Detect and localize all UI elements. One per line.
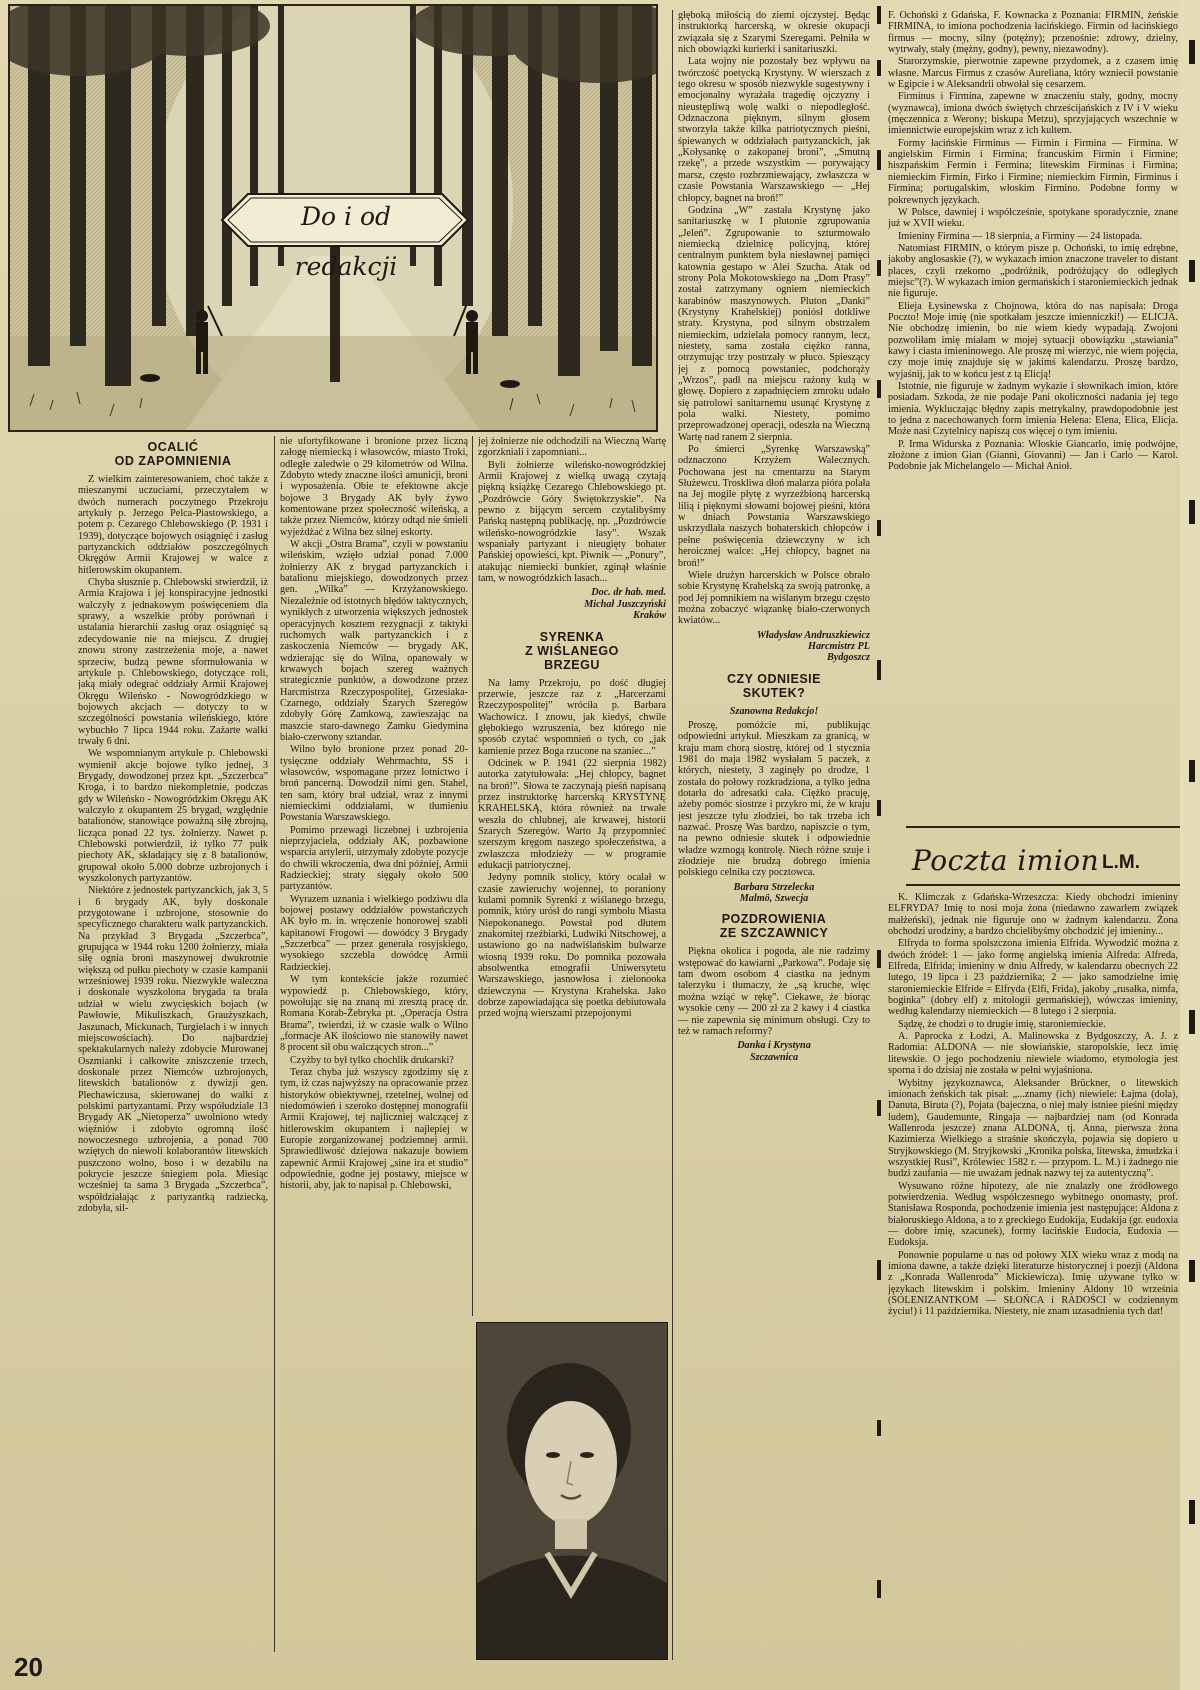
signature: Doc. dr hab. med. Michał Juszczyński Kraków xyxy=(584,587,666,622)
article-heading-czy-odniesie-skutek: CZY ODNIESIE SKUTEK? xyxy=(727,671,821,700)
column-3 xyxy=(478,436,666,1316)
paragraph: Niektóre z jednostek partyzanckich, jak 3, 5 i 6 brygady AK, były doskonale przygotowane i uzbrojone, stosownie do specyficznego charakteru walk partyzanckich. Na przykład 3 Brygada „Szczerbca”, grupująca w 1944 roku 1200 żołnierzy, miała siłę ognia broni maszynowej dwukrotnie większą od pułku piechoty w czasie kampanii wrześniowej 1939 roku. Niezwykle waleczna i doskonale wyszkolona brygada ta brała udział w wielu zwycięskich bojach (w Pawłowie, Mikuliszkach, Graużyszkach, Jaszunach, Mickunach, Turgielach i w innych miejscowościach). Do najbardziej spektakularnych należy zdobycie Murowanej Oszmianki i całkowite zniszczenie trzech, doskonale przez Niemców uzbrojonych, litewskich batalionów z dywizji gen. Plechawiczusa, skierowanej do walki z polskimi partyzantami. Przy współudziale 13 Brygady AK „Nietoperza” uwolniono wtedy więźniów i zdobyto ogromną ilość nowoczesnego uzbrojenia, a ponad 700 wziętych do niewoli kolaborantów litewskich puszczono wolno, boso i w dezabilu na pokrycie jeszcze śniegiem pola. Miesiąc wcześniej ta sama 3 Brygada „Szczerbca”, współdziałając z partyzantką radziecką, zdobyła, sil- xyxy=(78,885,268,1214)
section-divider xyxy=(906,884,1182,886)
paragraph: Wiele drużyn harcerskich w Polsce obrało sobie Krystynę Krahelską za swoją patronkę, a pod Jej pomnikiem na wiślanym brzegu często można zobaczyć wiązankę biało-czerwonych kwiatów... xyxy=(678,569,870,627)
article-heading-pozdrowienia: POZDROWIENIA ZE SZCZAWNICY xyxy=(719,912,829,941)
article-heading-ocalic: OCALIĆ OD ZAPOMNIENIA xyxy=(114,440,232,468)
paragraph: Wilno było bronione przez ponad 20-tysięczne oddziały Wehrmachtu, SS i własowców, wspomagane przez lotnictwo i broń pancerną. Dowodził nimi gen. Stahel, ten sam, który brał udział, wraz z innymi niemieckimi oddziałami, w tłumieniu Powstania Warszawskiego. xyxy=(280,744,468,824)
paragraph: Elieja Łysinewska z Chojnowa, która do nas napisała: Droga Poczto! Moje imię (nie spotkałam jeszcze imienniczki!) — ELICJA. Nie obchodzę imienin, bo nie wiem kiedy wypadają. Zwojoni pozwoliłam imię miałam w mojej sytuacji obowiązku „stawiania” kawy i ciasta imieninowego. Ale proszę mi wierzyć, nie wiem pojęcia, czy moje imię znajduje się w jakimś kalendarzu. Proszę bardzo, wyjaśnij, jak to w końcu jest z tą Elicją! xyxy=(888,300,1178,380)
column-1 xyxy=(78,432,268,1654)
paragraph: Wysuwano różne hipotezy, ale nie znalazły one źródłowego potwierdzenia. Według współczesnego wybitnego onomasty, prof. Stanisława Rosponda, pochodzenie imienia jest następujące: Aldona z białoruskiego Aldona, a to z greckiego Eudokija, Eudakija (gr. eudoxia — dobre imię, szacunek), formy łacińskie Eudocia, Eudoxia — Eudoksja. xyxy=(888,1180,1178,1249)
paragraph: Proszę, pomóżcie mi, publikując odpowiedni artykuł. Mieszkam za granicą, w kraju mam chorą siostrę, której od 1 stycznia 1981 do maja 1982 wysłałam 5 paczek, z których, niestety, 3 zaginęły po drodze, 1 została do połowy rozkradziona, a tylko jedna dotarła do adresatki cała. Ciężko pracuję, ażeby pomóc siostrze i przykro mi, że w kraju jest jeszcze tylu złodziei, bo tak trzeba ich nazwać. Proszę Was bardzo, napiszcie o tym, na pewno odniesie skutek i odpowiednie władze wzmogą kontrolę. Niech różne szuje i złodzieje nie brudzą dobrego imienia polskiego celnika czy pocztowca. xyxy=(678,719,870,879)
column-5-top xyxy=(888,10,1178,788)
paragraph: Ponownie popularne u nas od połowy XIX wieku wraz z modą na imiona dawne, a także dzięki literaturze historycznej i poezji (Aldona z „Konrada Wallenroda” Mickiewicza). Imię używane tylko w językach litewskim i polskim. Imieniny Aldony 10 września (SOLENIZANTKOM — SŁOŃCA i RADOŚCI w codziennym życiu!) i 11 października. Niestety, nie znam uzasadnienia tych dat! xyxy=(888,1249,1178,1318)
paragraph: Formy łacińskie Firminus — Firmin i Firmina — Firmina. W angielskim Firmin i Firmina; francuskim Firmin i Firmine; hiszpańskim Fermin i Fermina; litewskim Firminas i Firmina; niemieckim Firmin, Firko i Firmine; niemieckim Firmin, Firminus i Firmina; portugalskim, włoskim Firmino. Podobne formy w pokrewnych językach. xyxy=(888,137,1178,206)
paragraph: F. Ochoński z Gdańska, F. Kownacka z Poznania: FIRMIN, żeńskie FIRMINA, to imiona pochodzenia łacińskiego. Firmin od łacińskiego firmus — mocny, silny (potężny); przenośnie: zdrowy, dzielny, wytrwały, stały (mężny, godny), pewny, niezawodny). xyxy=(888,10,1178,56)
paragraph: Godzina „W” zastała Krystynę jako sanitariuszkę w I plutonie zgrupowania „Jeleń”. Zgrupowanie to szturmowało niemiecką dzielnicę policyjną, której centralnym punktem była niesławnej pamięci katownia gestapo w Alei Szucha. Atak od strony Pola Mokotowskiego na „Dom Prasy” został zatrzymany ogniem niemieckich karabinów maszynowych. Pluton „Danki” (Krystyny Krahelskiej) poniósł dotkliwe straty. Krystyna, pod silnym obstrzałem niemieckim, udzielała pomocy rannym, lecz, niestety, sama została ciężko ranna, otrzymując trzy postrzały w płuco. Spieszący jej z pomocą powstaniec, podchorąży „Wrzos”, padł na miejscu rażony kulą w głowę. Dopiero z zapadnięciem zmroku udało się patrolowi sanitarnemu usunąć Krystynę z pola walki. Niestety, pomimo przeprowadzonej operacji, odeszła na Wieczną Wartę nad ranem 2 sierpnia. xyxy=(678,204,870,443)
paragraph: Po śmierci „Syrenkę Warszawską” odznaczono Krzyżem Walecznych. Pochowana jest na cmentarzu na Starym Służewcu. Troskliwa dłoń malarza pióra polała na Jej mogile płytę z wyrzeźbioną harcerską lilią i pięknymi słowami bojowej pieśni, która w dniach Powstania Warszawskiego uskrzydlała naszych bohaterskich chłopców i pełne poświęcenia dziewczyny w ich heroicznej walce: „Hej chłopcy, bagnet na broń!” xyxy=(678,444,870,569)
paragraph: Odcinek w P. 1941 (22 sierpnia 1982) autorka zatytułowała: „Hej chłopcy, bagnet na broń!”. Słowa te zaczynają pieśń napisaną przez instruktorkę harcerską KRYSTYNĘ KRAHELSKĄ, która również na trwałe weszła do chlubnej, ale krwawej, historii Szarych Szeregów. Warto Ją przypomnieć szerszym kręgom naszego społeczeństwa, a zwłaszcza młodzieży — w programie edukacji patriotycznej. xyxy=(478,757,666,871)
paragraph: Wybitny językoznawca, Aleksander Brückner, o litewskich imionach żeńskich tak pisał: „...znamy (ich) niewiele: Łajma (dola), Danuta, Biruta (?), Pojata (bajeczna, o niej mały istniee pieśni między ludem), Gaudemunte, Ringaja — najbardziej nam (od Konrada Wallenroda jeszcze) znana ALDONA, tj. Anna, pierwsza żona Kazimierza Wielkiego a straśnie skończyła, pojawia się dopiero u Stryjkowskiego (M. Stryjkowski „Kronika polska, litewska, żmudzka i wszystkiej Rusi”, Królewiec 1582 r. — przypom. L. M.) i żadnego nie budzi zaufania — nie uważam jednak nazwy tej za autentyczną”. xyxy=(888,1077,1178,1180)
paragraph: Imieniny Firmina — 18 sierpnia, a Firminy — 24 listopada. xyxy=(898,230,1143,242)
signature: Barbara Strzelecka Malmö, Szwecja xyxy=(733,881,815,905)
paragraph: Istotnie, nie figuruje w żadnym wykazie i słownikach imion, które posiadam. Szkoda, że nie podaje Pani okoliczności nadania jej tego imienia. Wykluczając błędny zapis metrykalny, prawdopodobnie jest to jedna z nacechowanych form imienia Helena: Elena, Elica, Elicja. Może nasi Czytelnicy napiszą cos więcej o tym imieniu. xyxy=(888,381,1178,438)
page-number: 20 xyxy=(14,1652,43,1682)
paragraph: Pomimo przewagi liczebnej i uzbrojenia nieprzyjaciela, oddziały AK, pozbawione wsparcia artylerii, utrzymały zdobyte pozycje do chwili wkroczenia, dwa dni później, Armii Radzieckiej; straty sięgały około 500 partyzantów. xyxy=(280,824,468,893)
paragraph: nie ufortyfikowane i bronione przez liczną załogę niemiecką i własowców, miasto Troki, odległe zaledwie o 29 kilometrów od Wilna. Zdobyto wtedy znaczne ilości amunicji, broni i wyposażenia. Obie te efektowne akcje bojowe 3 Brygady AK były żywo komentowane przez społeczność wileńską, a także przez Niemców, którzy odtąd nie śmieli wyjeżdżać z Wilna bez silnej eskorty. xyxy=(280,436,468,538)
article-heading-syrenka: SYRENKA Z WIŚLANEGO BRZEGU xyxy=(525,629,619,672)
section-title: Poczta imion xyxy=(912,844,1100,877)
signpost-title: Do i od redakcji xyxy=(294,202,398,281)
paragraph: Elfryda to forma spolszczona imienia Elfrida. Wywodzić można z dwóch źródeł: 1 — jako formę angielską imienia Alfreda: Alfreda, Elfreda, Elfrida; imieniny w dniu Alfredy, w kalendarzu obecnych 22 lutego, 19 lipca i 23 października; 2 — jako samodzielne imię staroniemieckie Elfride = Elfryda (Elfi, Frida), jakoby „rusałka, nimfa, boginka” (dobry elf) z mitologii germańskiej), wówczas imieniny, według kalendarzy niemieckich — 8 lutego i 2 sierpnia. xyxy=(888,938,1178,1018)
column-divider xyxy=(274,436,275,1652)
signature: Władysław Andruszkiewicz Harcmistrz PL Bydgoszcz xyxy=(756,629,870,664)
salutation: Szanowna Redakcjo! xyxy=(729,705,819,717)
decorative-side-ticks xyxy=(877,0,881,1690)
paragraph: Sądzę, że chodzi o to drugie imię, staroniemieckie. xyxy=(898,1018,1106,1030)
section-divider xyxy=(906,826,1182,828)
edge-tick xyxy=(1189,1010,1195,1034)
edge-tick xyxy=(1189,760,1195,782)
paragraph: Starorzymskie, pierwotnie zapewne przydomek, a z czasem imię własne. Marcus Firmus z czasów Aureliana, który wzniecił powstanie w Egipcie i w Aleksandrii obwołał się cesarzem. xyxy=(888,56,1178,91)
column-divider xyxy=(672,10,673,1660)
header-illustration xyxy=(8,4,658,432)
edge-tick xyxy=(1189,260,1195,282)
portrait-photo xyxy=(476,1322,668,1660)
paragraph: głęboką miłością do ziemi ojczystej. Będąc instruktorką harcerską, w okresie okupacji związała się z Szarymi Szeregami. Pełniła w nich obowiązki kurierki i sanitariuszki. xyxy=(678,10,870,56)
paragraph: Firminus i Firmina, zapewne w znaczeniu stały, godny, mocny (wyznawca), imiona dwóch świętych chrześcijańskich z IV i V wieku (męczennica z Werony; biskupa Metzu), sprzyjających wszechnie w imiennictwie europejskim wraz z ich kultem. xyxy=(888,91,1178,137)
portrait-image xyxy=(477,1323,667,1659)
edge-tick xyxy=(1189,500,1195,524)
edge-tick xyxy=(1189,1500,1195,1524)
paragraph: jej żołnierze nie odchodzili na Wieczną Wartę zgorzkniali i zapomniani... xyxy=(478,436,666,459)
paragraph: Teraz chyba już wszyscy zgodzimy się z tym, iż czas najwyższy na opracowanie przez historyków obiektywnej, rzetelnej, wolnej od niedomówień i szeroko dostępnej monografii Armii Krajowej, tej najliczniej walczącej z hitlerowskim okupantem i najlepiej w Europie zorganizowanej podziemnej armii. Sprawiedliwość dziejowa nakazuje bowiem zapewnić Armii Krajowej „sine ira et studio” odpowiednie, godne jej postawy, miejsce w historii, aby, jak to napisał p. Chlebowski, xyxy=(280,1066,468,1192)
paragraph: We wspomnianym artykule p. Chlebowski wymienił akcje bojowe tylko jednej, 3 Brygady, dowodzonej przez kpt. „Szczerbca” Kroga, i to bardzo niekompletnie, podczas gdy w Wileńsko - Nowogródzkim Okręgu AK walczyło z okupantem 25 brygad, względnie batalionów, stanowiące poważną siłę zbrojną, licząca ponad 22 tys. żołnierzy. Nawet p. Chlebowski potwierdził, iż tylko 77 pułk piechoty AK, składający się z 8 batalionów, grupował około 5.000 dobrze uzbrojonych i wyszkolonych partyzantów. xyxy=(78,748,268,885)
column-2 xyxy=(280,436,468,1654)
column-5-bottom xyxy=(888,892,1178,1658)
poczta-imion-header xyxy=(906,844,1186,882)
paragraph: Wyrazem uznania i wielkiego podziwu dla bojowej postawy oddziałów powstańczych AK było m. in. wręczenie honorowej szabli kapitanowi Frogowi — dowódcy 3 Brygady „Szczerbca” — przez generała rosyjskiego, wysokiego szczebla dowódcę Armii Radzieckiej. xyxy=(280,893,468,973)
page-edge xyxy=(1180,0,1200,1690)
paragraph: Natomiast FIRMIN, o którym pisze p. Ochoński, to imię edrębne, jakoby anglosaskie (?), w wykazach imion znaczone traveler to distant places, czyli rzekomo „podróżnik, podróżujący do odległych miejsc”(?). W wykazach imion germańskich i staroniemieckich jednak nie figuruje. xyxy=(888,242,1178,300)
paragraph: A. Paprocka z Łodzi, A. Malinowska z Bydgoszczy, A. J. z Radomia: ALDONA — nie słowiańskie, staropolskie, lecz imię litewskie. O jego pochodzeniu niewiele wiadomo, etymologia jest sporna i do dzisiaj nie została w pełni wyjaśniona. xyxy=(888,1031,1178,1077)
edge-tick xyxy=(1189,1260,1195,1282)
paragraph: Na łamy Przekroju, po dość długiej przerwie, jeszcze raz z „Harcerzami Rzeczypospolitej” wróciła p. Barbara Wachowicz. I znowu, jak kiedyś, chwile głębokiego wzruszenia, bez którego nie sposób czytać wspomnień o tych, co „jak kamienie przez Boga rzucone na szaniec...” xyxy=(478,677,666,757)
paragraph: Z wielkim zainteresowaniem, choć także z mieszanymi uczuciami, przeczytałem w dwóch numerach poczytnego Przekroju artykuły p. Jerzego Pelca-Piastowskiego, a potem p. Cezarego Chlebowskiego (P. 1931 i 1939), dotyczące bojowych osiągnięć i zasług partyzanckich oddziałów poszczególnych Okręgów Armii Krajowej w walce z hitlerowskim okupantem. xyxy=(78,474,268,576)
paragraph: Chyba słusznie p. Chlebowski stwierdził, iż Armia Krajowa i jej konspiracyjne jednostki walczyły z jednakowym poświęceniem dla sprawy, a wszelkie próby porównań i ustalania hierarchii zasług oraz osiągnięć są zdecydowanie nie na miejscu. Z drugiej znowu strony zastrzeżenia moje, a nawet sprzeciw, budzą pewne sformułowania w artykule p. Chlebowskiego, dotyczące roli, jaką miały odegrać oddziały Armii Krajowej Okręgu Wileńsko - Nowogródzkiego w bojowych akcjach — dotyczy to w szczególności powstania wileńskiego, które wybuchło 7 lipca 1944 roku. Zażarte walki trwały 6 dni. xyxy=(78,577,268,747)
signature: Danka i Krystyna Szczawnica xyxy=(737,1040,811,1063)
edge-tick xyxy=(1189,40,1195,64)
paragraph: Piękna okolica i pogoda, ale nie radzimy wstępować do kawiarni „Parkowa”. Podaje się tam dwom osobom 4 ciastka na jednym talerzyku i tłumaczy, że „są kruche, więc można wziąć w rękę”. Ciekawe, że biorąc wysokie ceny — 200 zł za 2 kawy i 4 ciastka — nie zapewnia się minimum obsługi. Czy to też w ramach reformy? xyxy=(678,946,870,1037)
paragraph: W Polsce, dawniej i współcześnie, spotykane sporadycznie, znane już w XVII wieku. xyxy=(888,206,1178,230)
column-4 xyxy=(678,10,870,1658)
paragraph: Czyżby to był tylko chochlik drukarski? xyxy=(290,1054,454,1066)
section-author: L.M. xyxy=(1102,852,1140,873)
paragraph: Byli żołnierze wileńsko-nowogródzkiej Armii Krajowej z wielką uwagą czytają piękną książkę Cezarego Chlebowskiego pt. „Pozdrówcie Góry Świętokrzyskie”. Na pewno z bijącym sercem czytalibyśmy Pańską następną publikację, np. „Pozdrówcie wileńsko-nowogródzkie lasy”. Wszak wspaniały partyzant i nieugięty bohater Pańskiej opowieści, kpt. Piwnik — „Ponury”, atakując niemiecki bunkier, zginął właśnie tam, w nowogródzkich lasach... xyxy=(478,459,666,585)
paragraph: W akcji „Ostra Brama”, czyli w powstaniu wileńskim, wzięło udział ponad 7.000 żołnierzy AK z brygad partyzanckich i batalionu miejskiego, dowodzonych przez gen. „Wilka” — Krzyżanowskiego. Niezależnie od istotnych błędów taktycznych, wynikłych z utworzenia większych jednostek operacyjnych kosztem rezygnacji z taktyki ruchomych walk partyzanckich i z zaskoczenia Niemców — brygady AK, wdzierając się do Wilna, opanowały w krwawych bojach szereg ważnych strategicznie punktów, a dowodzone przez Harcmistrza Rzeczypospolitej, Grzesiaka-Czarnego, oddziały Szarych Szeregów zdobyły Górę Zamkową, zawieszając na maszcie staro-dawnego Zamku Giedymina biało-czerwony sztandar. xyxy=(280,539,468,743)
paragraph: W tym kontekście jakże rozumieć wypowiedź p. Chlebowskiego, który, powołując się na znaną mi zresztą pracę dr. Romana Korab-Żebryka pt. „Operacja Ostra Brama”, twierdzi, iż w czasie walk o Wilno „formacje AK ilościowo nie stanowiły nawet 8 procent sił obu walczących stron...” xyxy=(280,974,468,1054)
paragraph: K. Klimczak z Gdańska-Wrzeszcza: Kiedy obchodzi imieniny ELFRYDA? Imię to nosi moja żona (niedawno zawarłem związek małżeński), jednak nie figuruje ono w żadnym kalendarzu. Żona obchodzi urodziny, a bardzo chcielibyśmy obchodzić jej imieniny... xyxy=(888,892,1178,938)
paragraph: Lata wojny nie pozostały bez wpływu na twórczość poetycką Krystyny. W wierszach z tego okresu w sposób niezwykle sugestywny i emocjonalny wyrażała tragedię ojczyzny i nieustępliwą wolę walki o niepodległość. Odznaczona pięknym, silnym głosem stworzyła także kilka patriotycznych pieśni, śpiewanych w oddziałach partyzanckich, jak „Kołysankę o zakopanej broni”, „Smutną rzekę”, a przede wszystkim — porywający marsz, często rozbrzmiewający, zwłaszcza w czasie Powstania Warszawskiego — „Hej chłopcy, bagnet na broń!” xyxy=(678,56,870,204)
paragraph: P. Irma Widurska z Poznania: Włoskie Giancarlo, imię podwójne, złożone z imion Gian (Gianni, Giovanni) — Jan i Carlo — Karol. Podobnie jak Michelangelo — Michał Anioł. xyxy=(888,438,1178,473)
paragraph: Jedyny pomnik stolicy, który ocalał w czasie zawieruchy wojennej, to poraniony kulami pomnik Syrenki z wiślanego brzegu, pomnik, który urósł do rangi symbolu Miasta Niepokonanego. Powstał pod dłutem znakomitej rzeźbiarki, Ludwiki Nitschowej, a ustawiono go na nadwiślańskim bulwarze wiosną 1939 roku. Do pomnika pozowała absolwentka etnografii Uniwersytetu Warszawskiego, jasnowłosa i zielonooka dziewczyna — Krystyna Krahelska. Jako dobrze zapowiadająca się poetka debiutowała przed wojną wierszami przepojonymi xyxy=(478,872,666,1020)
column-divider xyxy=(472,436,473,1316)
